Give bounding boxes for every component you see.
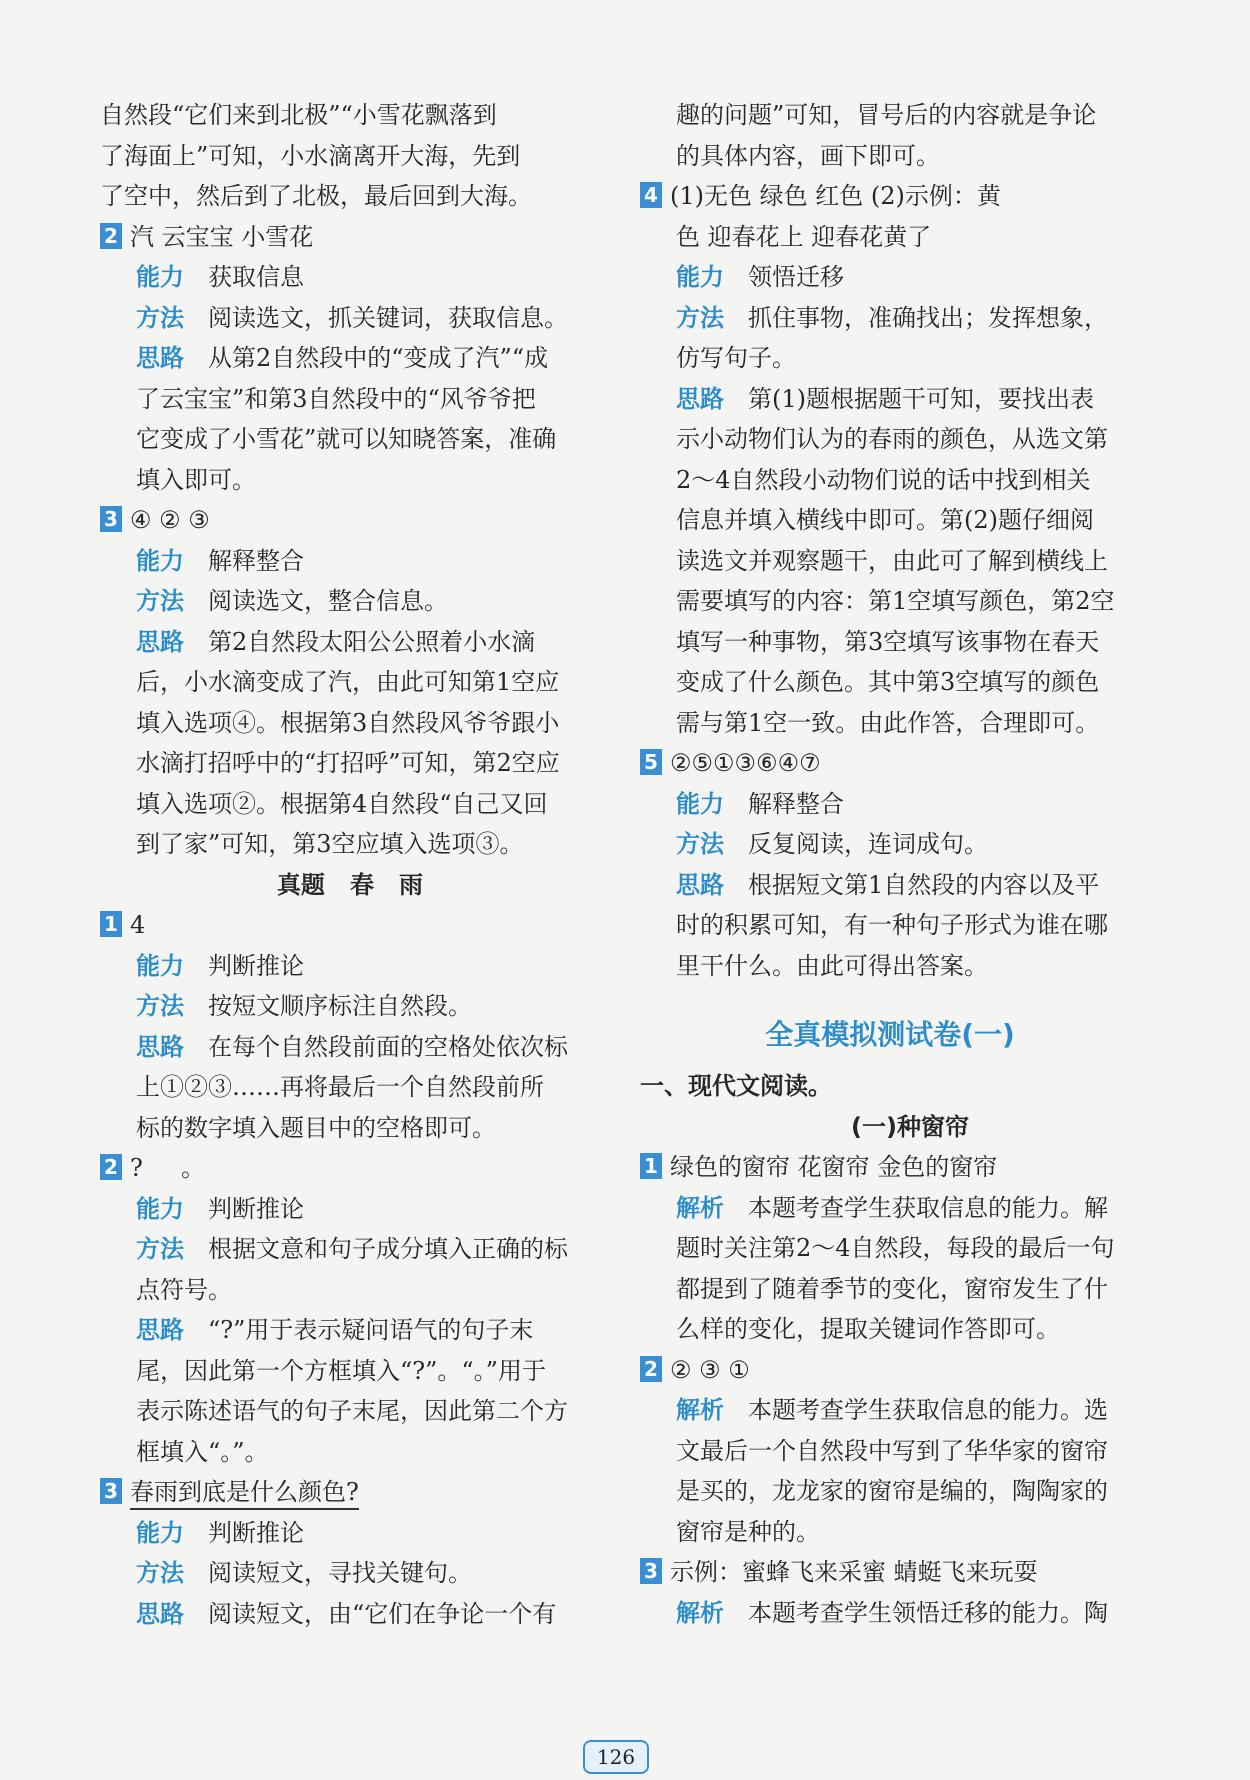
question-number-badge: 3 [100,506,122,532]
idea-text: “?”用于表示疑问语气的句子末 [208,1316,534,1344]
answer-line [100,1472,600,1513]
answer-line: 色 迎春花上 迎春花黄了 [676,222,932,251]
analysis-text: 本题考查学生获取信息的能力。解 [748,1193,1108,1222]
passage-title: (一)种窗帘 [851,1112,969,1141]
idea-label: 思路 [136,1032,184,1061]
text-line: 的具体内容，画下即可。 [676,141,940,170]
answer-text: 4 [130,911,146,939]
idea-line: 里干什么。由此可得出答案。 [676,951,988,980]
idea-line: 示小动物们认为的春雨的颜色，从选文第 [676,425,1108,453]
ability-line [640,784,1140,825]
question-number-badge: 2 [100,223,122,249]
ability-text: 判断推论 [208,1194,304,1223]
part-heading: 一、现代文阅读。 [640,1072,832,1100]
ability-line [100,541,600,582]
answer-text: 绿色的窗帘 花窗帘 金色的窗帘 [670,1153,998,1181]
idea-line: 需要填写的内容：第1空填写颜色，第2空 [676,587,1115,615]
answer-text: (1)无色 绿色 红色 (2)示例：黄 [670,182,1001,210]
method-text: 阅读短文，寻找关键句。 [208,1559,472,1587]
idea-line: 了云宝宝”和第3自然段中的“风爷爷把 [136,384,536,413]
method-line [100,986,600,1027]
left-column [100,95,600,1634]
method-text: 反复阅读，连词成句。 [748,830,988,858]
idea-line: 需与第1空一致。由此作答，合理即可。 [676,708,1100,737]
idea-line [100,1310,600,1351]
ability-text: 解释整合 [748,789,844,818]
method-line: 仿写句子。 [676,344,796,372]
question-number-badge: 3 [640,1558,662,1584]
idea-text: 从第2自然段中的“变成了汽”“成 [208,344,549,372]
ability-line [640,257,1140,298]
idea-text: 阅读短文，由“它们在争论一个有 [208,1599,557,1628]
answer-line [100,905,600,946]
ability-text: 判断推论 [208,1518,304,1547]
ability-text: 获取信息 [208,263,304,291]
answer-text: ② ③ ① [670,1355,750,1384]
test-paper-title: 全真模拟测试卷(一) [765,1018,1015,1051]
idea-label: 思路 [676,384,724,413]
ability-label: 能力 [136,1518,184,1547]
method-text: 阅读选文，抓关键词，获取信息。 [208,303,568,332]
idea-line: 表示陈述语气的句子末尾，因此第二个方 [136,1397,568,1425]
ability-label: 能力 [136,1194,184,1223]
answer-text: 汽 云宝宝 小雪花 [130,222,314,251]
text-line: 趣的问题”可知，冒号后的内容就是争论 [676,101,1097,129]
right-column [640,95,1140,1633]
answer-text: 春雨到底是什么颜色? [130,1478,359,1510]
analysis-text: 本题考查学生获取信息的能力。选 [748,1396,1108,1424]
method-text: 按短文顺序标注自然段。 [208,992,472,1020]
idea-text: 第(1)题根据题干可知，要找出表 [748,384,1094,413]
method-label: 方法 [136,1235,184,1263]
idea-label: 思路 [136,344,184,372]
idea-label: 思路 [136,1316,184,1344]
ability-label: 能力 [676,263,724,291]
ability-line [100,1189,600,1230]
ability-label: 能力 [136,546,184,575]
method-line: 点符号。 [136,1275,232,1304]
ability-label: 能力 [136,951,184,980]
idea-line [100,1594,600,1635]
question-number-badge: 2 [100,1154,122,1180]
analysis-label: 解析 [676,1193,724,1222]
ability-line [100,1513,600,1554]
method-text: 阅读选文，整合信息。 [208,587,448,615]
idea-line [100,1027,600,1068]
method-label: 方法 [136,303,184,332]
idea-line: 到了家”可知，第3空应填入选项③。 [136,830,524,858]
question-number-badge: 3 [100,1478,122,1504]
answer-text: ②⑤①③⑥④⑦ [670,749,821,777]
idea-label: 思路 [676,870,724,899]
text-line: 了空中，然后到了北极，最后回到大海。 [100,182,532,210]
ability-text: 解释整合 [208,546,304,575]
idea-line: 尾，因此第一个方框填入“?”。“。”用于 [136,1356,546,1385]
method-label: 方法 [676,303,724,332]
answer-line [640,176,1140,217]
answer-line [100,217,600,258]
idea-line: 水滴打招呼中的“打招呼”可知，第2空应 [136,749,560,777]
method-line [100,1553,600,1594]
idea-line: 后，小水滴变成了汽，由此可知第1空应 [136,668,560,696]
analysis-line: 窗帘是种的。 [676,1517,820,1546]
method-line [100,581,600,622]
answer-line [640,1147,1140,1188]
question-number-badge: 4 [640,182,662,208]
answer-text: ④ ② ③ [130,506,210,534]
answer-line [640,1350,1140,1391]
analysis-line: 是买的，龙龙家的窗帘是编的，陶陶家的 [676,1477,1108,1505]
idea-line: 变成了什么颜色。其中第3空填写的颜色 [676,668,1100,696]
analysis-text: 本题考查学生领悟迁移的能力。陶 [748,1598,1108,1627]
idea-label: 思路 [136,1599,184,1628]
idea-line: 2～4自然段小动物们说的话中找到相关 [676,465,1091,494]
idea-label: 思路 [136,627,184,656]
idea-line [100,622,600,663]
analysis-line [640,1390,1140,1431]
idea-line [640,865,1140,906]
analysis-line: 题时关注第2～4自然段，每段的最后一句 [676,1234,1115,1262]
question-number-badge: 1 [640,1153,662,1179]
text-line: 了海面上”可知，小水滴离开大海，先到 [100,141,521,170]
idea-line: 填写一种事物，第3空填写该事物在春天 [676,627,1100,656]
idea-line: 时的积累可知，有一种句子形式为谁在哪 [676,911,1108,939]
answer-line [640,1552,1140,1593]
answer-line [100,1148,600,1189]
idea-line: 框填入“。”。 [136,1437,269,1466]
ability-label: 能力 [136,263,184,291]
ability-text: 判断推论 [208,951,304,980]
idea-line: 标的数字填入题目中的空格即可。 [136,1113,496,1142]
analysis-label: 解析 [676,1598,724,1627]
analysis-line [640,1593,1140,1634]
answer-text: 示例：蜜蜂飞来采蜜 蜻蜓飞来玩耍 [670,1558,1038,1586]
idea-line: 填入选项④。根据第3自然段风爷爷跟小 [136,708,560,737]
question-number-badge: 5 [640,749,662,775]
answer-line [100,500,600,541]
idea-line: 上①②③……再将最后一个自然段前所 [136,1073,544,1101]
answer-text: ? 。 [130,1154,206,1182]
page-number: 126 [583,1740,649,1774]
question-number-badge: 1 [100,911,122,937]
method-line [100,1229,600,1270]
ability-text: 领悟迁移 [748,263,844,291]
idea-line: 填入选项②。根据第4自然段“自己又回 [136,789,548,818]
method-label: 方法 [136,1559,184,1587]
method-text: 根据文意和句子成分填入正确的标 [208,1235,568,1263]
method-label: 方法 [676,830,724,858]
idea-line: 它变成了小雪花”就可以知晓答案，准确 [136,425,557,453]
section-title: 真题 春 雨 [276,870,424,899]
idea-text: 第2自然段太阳公公照着小水滴 [208,627,536,656]
question-number-badge: 2 [640,1356,662,1382]
method-line [640,824,1140,865]
method-text: 抓住事物，准确找出；发挥想象， [748,303,1108,332]
analysis-line: 都提到了随着季节的变化，窗帘发生了什 [676,1274,1108,1303]
idea-line: 信息并填入横线中即可。第(2)题仔细阅 [676,506,1094,534]
analysis-line [640,1188,1140,1229]
answer-line [640,743,1140,784]
idea-line: 读选文并观察题干，由此可了解到横线上 [676,546,1108,575]
analysis-label: 解析 [676,1396,724,1424]
idea-line [100,338,600,379]
idea-text: 根据短文第1自然段的内容以及平 [748,870,1100,899]
analysis-line: 么样的变化，提取关键词作答即可。 [676,1315,1060,1343]
idea-text: 在每个自然段前面的空格处依次标 [208,1032,568,1061]
method-line [640,298,1140,339]
ability-line [100,257,600,298]
method-line [100,298,600,339]
analysis-line: 文最后一个自然段中写到了华华家的窗帘 [676,1436,1108,1465]
text-line: 自然段“它们来到北极”“小雪花飘落到 [100,101,497,129]
ability-line [100,946,600,987]
method-label: 方法 [136,587,184,615]
method-label: 方法 [136,992,184,1020]
ability-label: 能力 [676,789,724,818]
idea-line: 填入即可。 [136,465,256,494]
idea-line [640,379,1140,420]
